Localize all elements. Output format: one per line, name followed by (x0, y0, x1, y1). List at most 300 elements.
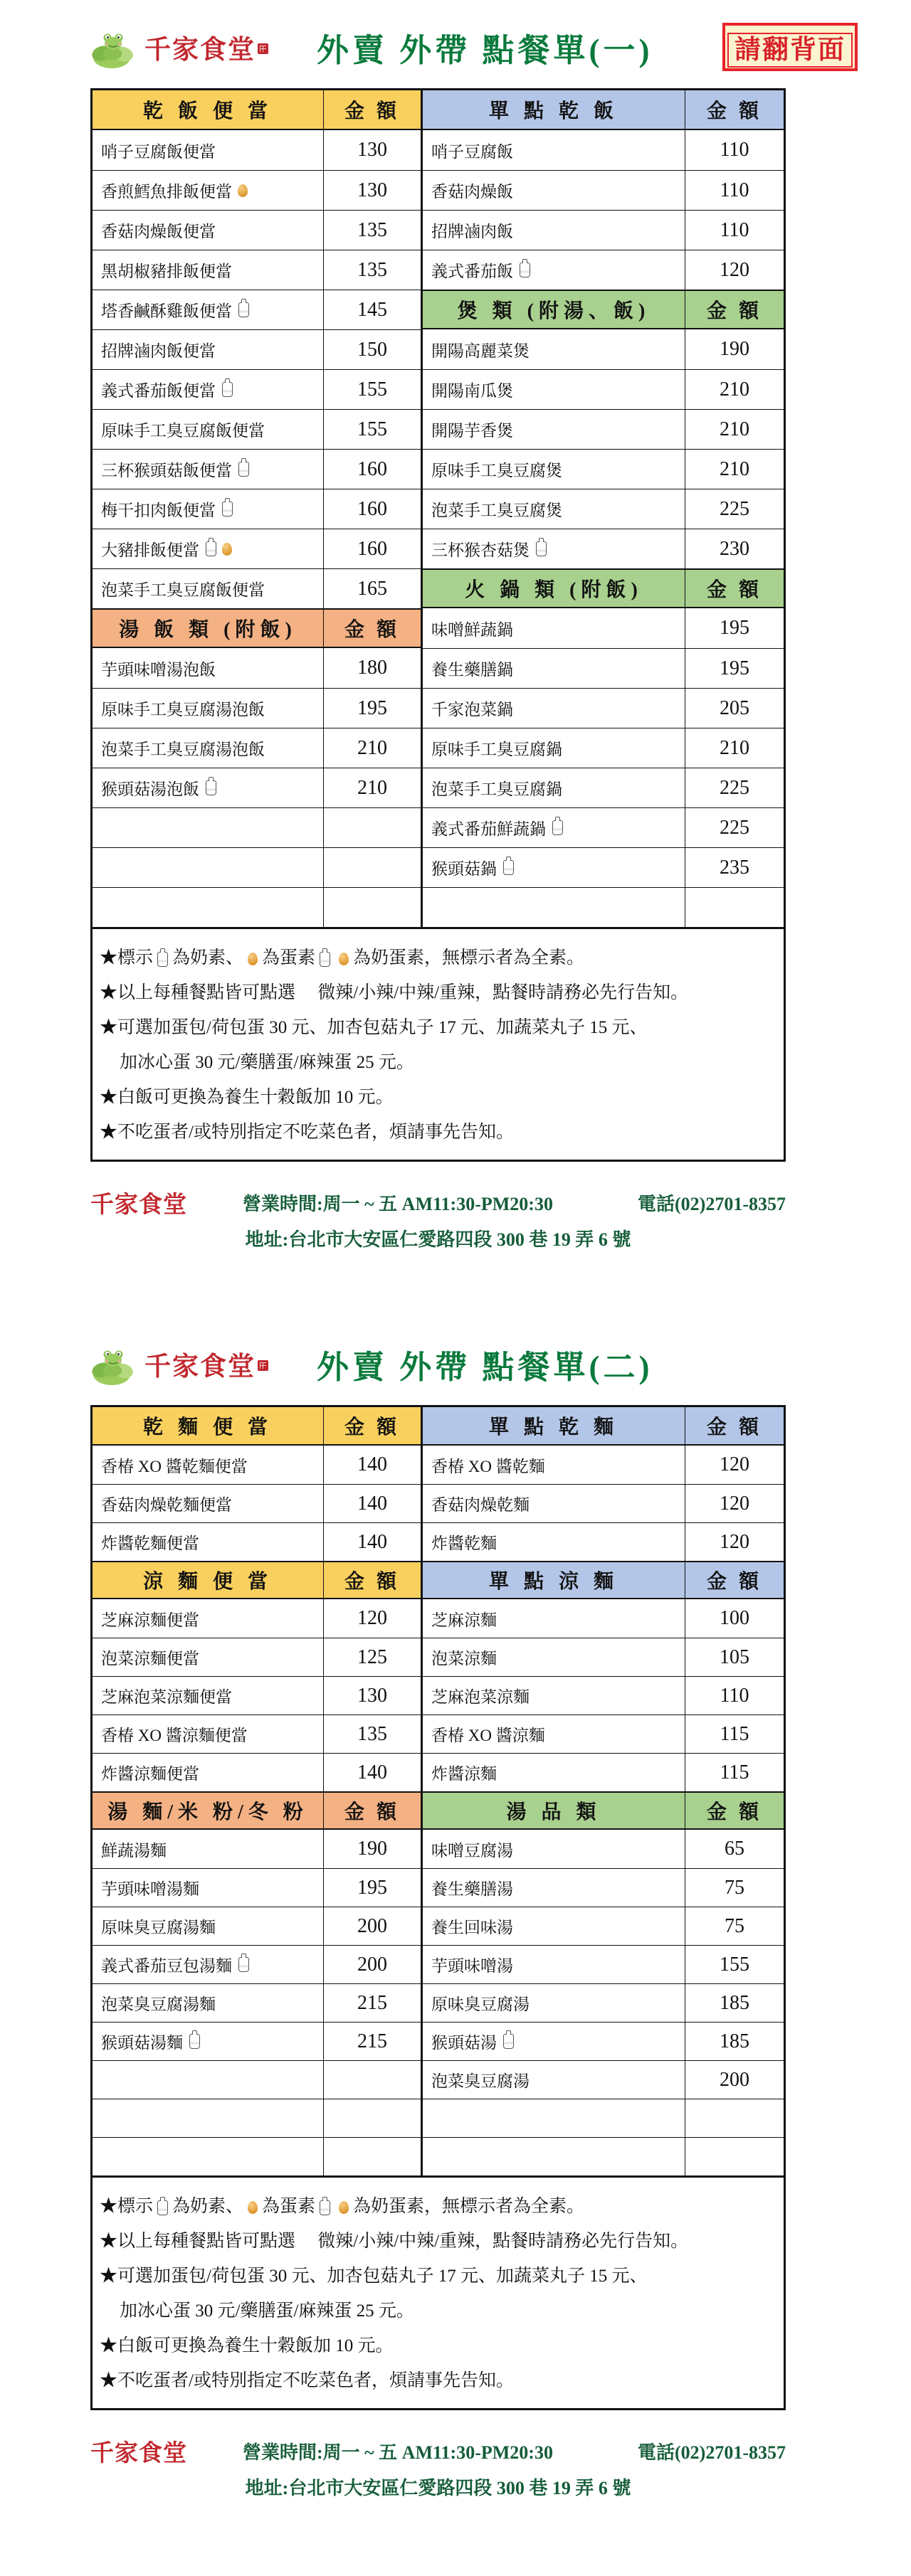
item-price (324, 2061, 421, 2099)
menu-item-row (423, 369, 784, 409)
item-price: 185 (720, 1991, 749, 2014)
price-column-header: 金 額 (344, 100, 400, 122)
footer-address: 地址:台北市大安區仁愛路四段 300 巷 19 弄 6 號 (245, 1229, 631, 1250)
menu-item-row (93, 768, 421, 807)
menu-item-row (93, 568, 421, 608)
item-price: 100 (720, 1607, 749, 1629)
item-name-text: 乾 飯 便 當 (142, 100, 273, 122)
brand-seal-icon (258, 43, 268, 54)
item-price: 195 (720, 657, 749, 679)
item-name (93, 171, 324, 210)
menu-item-row (423, 648, 784, 688)
item-name (93, 1754, 324, 1791)
item-name-text: 哨子豆腐飯 (431, 142, 513, 161)
footer-hours: 營業時間:周一 ~ 五 AM11:30-PM20:30 (243, 1194, 553, 1214)
item-price: 230 (720, 537, 749, 560)
section-title (423, 1407, 685, 1444)
item-name (423, 529, 685, 568)
item-name (423, 250, 685, 290)
item-name (93, 1638, 324, 1676)
item-name-text: 煲 類 (附湯、飯) (457, 300, 651, 322)
item-name-text: 涼 麵 便 當 (142, 1571, 273, 1593)
note-vegetarian-legend (100, 2189, 774, 2224)
item-name-text: 哨子豆腐飯便當 (101, 142, 216, 161)
item-price (685, 888, 784, 927)
menu-item-row (423, 210, 784, 250)
item-name-text: 湯 麵/米 粉/冬 粉 (107, 1801, 308, 1823)
milk-bottle-icon (503, 860, 514, 875)
item-name-text: 湯 飯 類 (附飯) (119, 619, 297, 641)
menu-item-row (93, 1714, 421, 1753)
milk-bottle-icon (320, 952, 330, 967)
item-name (93, 1907, 324, 1945)
menu-item-row (423, 1676, 784, 1714)
item-name-text: 味噌鮮蔬鍋 (431, 620, 513, 639)
item-name-text: 單 點 乾 飯 (488, 100, 618, 122)
item-price: 200 (357, 1914, 387, 1937)
note-spiciness: ★以上每種餐點皆可點選 微辣/小辣/中辣/重辣，點餐時請務必先行告知。 (100, 2232, 689, 2251)
section-title (93, 1793, 324, 1828)
milk-bottle-icon (222, 382, 233, 397)
item-price: 135 (357, 258, 387, 281)
menu-item-row (93, 250, 421, 290)
section-title (93, 1562, 324, 1598)
menu-item-row (93, 369, 421, 409)
item-price: 130 (357, 139, 387, 161)
item-price (685, 2138, 784, 2175)
empty-row (93, 2060, 421, 2099)
item-name-text: 開陽高麗菜煲 (431, 341, 530, 360)
item-name (423, 329, 685, 369)
item-name-text: 芋頭味噌湯麵 (101, 1880, 199, 1898)
note-no-egg: ★不吃蛋者/或特別指定不吃菜色者，煩請事先告知。 (100, 2371, 514, 2390)
item-name-text: 香椿 XO 醬乾麵 (431, 1457, 545, 1475)
item-price: 110 (720, 218, 749, 241)
item-name-text: 義式番茄飯便當 (101, 382, 216, 400)
item-price: 155 (720, 1953, 749, 1976)
item-name-text: 香菇肉燥飯便當 (101, 223, 216, 240)
item-price (324, 808, 421, 847)
item-name (423, 1907, 685, 1945)
item-name (423, 370, 685, 409)
empty-row (423, 2099, 784, 2137)
milk-bottle-icon (157, 2200, 168, 2215)
note-text: 為奶素、 (172, 2197, 244, 2216)
item-price: 75 (725, 1914, 744, 1937)
note-text: 為蛋素 (262, 948, 316, 968)
menu-item-row (423, 847, 784, 887)
item-price: 135 (357, 1722, 387, 1745)
note-text: 為奶蛋素，無標示者為全素。 (353, 2197, 585, 2216)
item-name-text: 猴頭菇湯泡飯 (101, 780, 199, 798)
milk-bottle-icon (520, 263, 530, 277)
item-price: 190 (357, 1838, 387, 1860)
menu-item-row (423, 170, 784, 210)
menu-item-row (93, 409, 421, 449)
item-price: 140 (357, 1530, 387, 1553)
item-name (423, 848, 685, 887)
milk-bottle-icon (552, 820, 563, 835)
item-name (423, 1715, 685, 1753)
note-rice-swap: ★白飯可更換為養生十穀飯加 10 元。 (100, 2336, 394, 2355)
item-name-text: 原味手工臭豆腐鍋 (431, 741, 562, 758)
item-name-text: 泡菜臭豆腐湯麵 (101, 1995, 216, 2013)
item-name-text: 義式番茄豆包湯麵 (101, 1957, 232, 1975)
menu1-table (90, 88, 786, 929)
item-price: 105 (720, 1645, 749, 1668)
item-name-text: 黑胡椒豬排飯便當 (101, 263, 232, 280)
note-text: 為奶素、 (172, 948, 244, 968)
item-name-text: 三杯猴杏菇煲 (431, 541, 530, 559)
item-price: 140 (357, 1492, 387, 1515)
menu1-notes-box (90, 929, 786, 1162)
note-text: ★標示 (100, 948, 154, 968)
item-name-text: 三杯猴頭菇飯便當 (101, 462, 232, 479)
note-text: 為奶蛋素，無標示者為全素。 (353, 948, 585, 968)
menu-item-row (93, 1830, 421, 1868)
menu1-header (90, 18, 858, 75)
item-price: 140 (357, 1761, 387, 1783)
item-price: 185 (720, 2030, 749, 2052)
item-price: 215 (357, 2030, 387, 2052)
item-name-text: 泡菜手工臭豆腐湯泡飯 (101, 741, 265, 758)
item-name (93, 728, 324, 768)
item-price: 160 (357, 537, 387, 560)
menu-item-row (423, 250, 784, 290)
item-name (423, 768, 685, 807)
menu-item-row (93, 489, 421, 529)
item-name-text: 泡菜涼麵 (431, 1650, 497, 1668)
price-column-header: 金 額 (706, 1801, 762, 1823)
milk-bottle-icon (238, 302, 249, 317)
price-column-header: 金 額 (706, 579, 762, 601)
milk-bottle-icon (222, 502, 233, 516)
price-column-header: 金 額 (706, 300, 762, 322)
item-name (93, 888, 324, 927)
item-name-text: 炸醬涼麵便當 (101, 1765, 199, 1783)
item-name-text: 義式番茄飯 (431, 263, 513, 280)
item-name (423, 1984, 685, 2022)
item-name-text: 火 鍋 類 (附飯) (465, 579, 643, 601)
item-price: 120 (720, 1453, 749, 1475)
item-name (423, 2138, 685, 2175)
section-header-row (423, 1561, 784, 1599)
menu-page-1 (90, 18, 911, 1251)
item-name (93, 2138, 324, 2175)
item-name-text: 開陽南瓜煲 (431, 382, 513, 400)
menu-item-row (423, 728, 784, 768)
menu-item-row (93, 1599, 421, 1638)
menu2-table (90, 1405, 786, 2178)
item-name (423, 1446, 685, 1484)
item-price: 225 (720, 776, 749, 799)
item-name-text: 泡菜手工臭豆腐煲 (431, 502, 562, 519)
menu-item-row (93, 1868, 421, 1907)
flip-over-note-box (722, 23, 858, 71)
menu-item-row (93, 728, 421, 768)
item-name-text: 炸醬乾麵便當 (101, 1535, 199, 1552)
menu-item-row (93, 1484, 421, 1522)
footer-line1 (90, 2434, 786, 2468)
item-name (93, 211, 324, 250)
item-name-text: 養生藥膳湯 (431, 1880, 513, 1898)
item-name (423, 450, 685, 489)
item-name-text: 湯 品 類 (506, 1801, 601, 1823)
item-price: 115 (720, 1761, 749, 1783)
egg-icon (222, 543, 232, 556)
note-text: 為蛋素 (262, 2197, 316, 2216)
price-column-header: 金 額 (706, 1571, 762, 1593)
item-name (93, 370, 324, 409)
item-name-text: 香菇肉燥飯 (431, 183, 513, 201)
menu1-footer (90, 1186, 786, 1251)
item-name (93, 1869, 324, 1907)
item-name-text: 猴頭菇鍋 (431, 860, 497, 878)
menu-item-row (423, 768, 784, 807)
item-name-text: 香菇肉燥乾麵 (431, 1496, 530, 1514)
item-name (423, 1523, 685, 1561)
egg-icon (339, 953, 349, 965)
item-name (423, 1946, 685, 1983)
item-price: 110 (720, 179, 749, 201)
item-name (93, 1830, 324, 1868)
menu-item-row (423, 1907, 784, 1945)
item-name (423, 1869, 685, 1907)
item-price: 125 (357, 1645, 387, 1668)
item-name (93, 130, 324, 170)
price-column-header: 金 額 (344, 1416, 400, 1438)
item-name-text: 乾 麵 便 當 (142, 1416, 273, 1438)
menu-item-row (423, 1484, 784, 1522)
item-name-text: 泡菜手工臭豆腐鍋 (431, 780, 562, 798)
item-name (93, 1677, 324, 1714)
empty-row (423, 887, 784, 927)
menu2-left-column (93, 1407, 423, 2175)
item-name-text: 味噌豆腐湯 (431, 1841, 513, 1860)
item-name-text: 香煎鱈魚排飯便當 (101, 183, 232, 201)
item-price: 120 (720, 1530, 749, 1553)
item-name-text: 原味臭豆腐湯麵 (101, 1919, 216, 1936)
item-name (423, 808, 685, 847)
note-spiciness: ★以上每種餐點皆可點選 微辣/小辣/中辣/重辣，點餐時請務必先行告知。 (100, 983, 689, 1002)
section-header-row (93, 1791, 421, 1830)
item-name-text: 原味臭豆腐湯 (431, 1995, 530, 2013)
item-price: 110 (720, 139, 749, 161)
item-name (93, 1485, 324, 1522)
menu2-header (90, 1335, 858, 1392)
section-title (93, 610, 324, 647)
menu-item-row (93, 210, 421, 250)
item-price (324, 2099, 421, 2137)
item-name (93, 2099, 324, 2137)
footer-phone: 電話(02)2701-8357 (638, 2442, 786, 2463)
price-column-header: 金 額 (344, 619, 400, 641)
item-name-text: 芋頭味噌湯泡飯 (101, 660, 216, 679)
item-price: 120 (720, 1492, 749, 1515)
price-column-header: 金 額 (706, 100, 762, 122)
item-price: 210 (720, 418, 749, 440)
item-name-text: 泡菜手工臭豆腐飯便當 (101, 581, 265, 599)
item-price: 215 (357, 1991, 387, 2014)
section-title (423, 291, 685, 328)
item-name (423, 689, 685, 728)
item-price: 210 (720, 457, 749, 480)
item-name-text: 原味手工臭豆腐湯泡飯 (101, 701, 265, 719)
menu-item-row (93, 2022, 421, 2060)
footer-brand: 千家食堂 (90, 2441, 187, 2466)
empty-row (93, 2099, 421, 2137)
section-title (423, 1793, 685, 1828)
menu-item-row (93, 1945, 421, 1983)
item-name (423, 888, 685, 927)
item-name (93, 1446, 324, 1484)
item-name (93, 1984, 324, 2022)
item-name-text: 泡菜臭豆腐湯 (431, 2072, 530, 2090)
menu-item-row (93, 1907, 421, 1945)
item-name (423, 489, 685, 529)
item-name (93, 2023, 324, 2060)
item-name-text: 芋頭味噌湯 (431, 1957, 513, 1975)
note-addons: ★可選加蛋包/荷包蛋 30 元、加杏包菇丸子 17 元、加蔬菜丸子 15 元、 (100, 2267, 648, 2286)
menu-item-row (93, 1983, 421, 2022)
item-price: 210 (720, 378, 749, 401)
section-header-row (423, 568, 784, 608)
item-price (685, 2099, 784, 2137)
menu-item-row (93, 1676, 421, 1714)
item-name (93, 1946, 324, 1983)
empty-row (93, 887, 421, 927)
item-name-text: 開陽芋香煲 (431, 422, 513, 440)
menu2-notes-box (90, 2178, 786, 2410)
item-name (93, 1523, 324, 1561)
item-name (423, 1754, 685, 1791)
item-name-text: 梅干扣肉飯便當 (101, 502, 216, 519)
item-name (423, 2061, 685, 2099)
item-price: 140 (357, 1453, 387, 1475)
section-title (93, 90, 324, 129)
menu-item-row (423, 608, 784, 648)
menu-item-row (93, 1446, 421, 1484)
empty-row (93, 847, 421, 887)
milk-bottle-icon (157, 952, 168, 967)
section-header-row (423, 290, 784, 329)
frog-lettuce-logo-icon (90, 21, 137, 74)
note-vegetarian-legend (100, 940, 774, 975)
item-name (93, 569, 324, 608)
item-name (93, 250, 324, 290)
milk-bottle-icon (238, 1957, 249, 1972)
item-name (93, 489, 324, 529)
note-addons: ★可選加蛋包/荷包蛋 30 元、加杏包菇丸子 17 元、加蔬菜丸子 15 元、 (100, 1018, 648, 1037)
item-name-text: 香椿 XO 醬涼麵 (431, 1727, 545, 1744)
item-name (93, 848, 324, 887)
item-name (423, 1638, 685, 1676)
footer-address: 地址:台北市大安區仁愛路四段 300 巷 19 弄 6 號 (245, 2478, 631, 2498)
item-price: 75 (725, 1876, 744, 1899)
item-name-text: 芝麻涼麵便當 (101, 1611, 199, 1629)
menu-item-row (93, 130, 421, 170)
egg-icon (248, 2201, 258, 2214)
item-name (423, 728, 685, 768)
item-price: 190 (720, 338, 749, 360)
item-name-text: 原味手工臭豆腐飯便當 (101, 422, 265, 440)
menu-item-row (423, 409, 784, 449)
item-price: 225 (720, 497, 749, 520)
item-name-text: 招牌滷肉飯 (431, 223, 513, 240)
section-title (423, 1562, 685, 1598)
item-name-text: 養生回味湯 (431, 1919, 513, 1936)
item-price (324, 848, 421, 887)
item-name-text: 香菇肉燥乾麵便當 (101, 1496, 232, 1514)
item-name (423, 1830, 685, 1868)
menu-item-row (93, 1522, 421, 1561)
item-name-text: 原味手工臭豆腐煲 (431, 462, 562, 479)
item-name (93, 290, 324, 329)
milk-bottle-icon (189, 2034, 200, 2049)
menu1-title: 外賣 外帶 點餐單(一) (317, 32, 653, 68)
section-header-row (93, 1561, 421, 1599)
item-name-text: 招牌滷肉飯便當 (101, 342, 216, 360)
item-price: 130 (357, 1684, 387, 1707)
item-price: 225 (720, 816, 749, 839)
item-name-text: 單 點 乾 麵 (488, 1416, 618, 1438)
item-name (93, 1715, 324, 1753)
menu-item-row (423, 2060, 784, 2099)
milk-bottle-icon (238, 462, 249, 477)
milk-bottle-icon (536, 541, 547, 556)
menu-item-row (423, 329, 784, 369)
item-name (93, 1599, 324, 1638)
menu-item-row (423, 1522, 784, 1561)
menu-item-row (423, 1446, 784, 1484)
item-price: 210 (720, 736, 749, 759)
item-name (93, 768, 324, 807)
egg-icon (238, 184, 248, 197)
menu-item-row (423, 688, 784, 728)
item-name-text: 單 點 涼 麵 (488, 1571, 618, 1593)
menu-item-row (423, 1983, 784, 2022)
item-name-text: 大豬排飯便當 (101, 541, 199, 559)
item-name (423, 608, 685, 648)
menu-item-row (93, 648, 421, 688)
item-name (93, 689, 324, 728)
menu-item-row (423, 529, 784, 568)
item-name (423, 171, 685, 210)
frog-lettuce-logo-icon (90, 1337, 137, 1391)
item-price: 155 (357, 418, 387, 440)
note-addons-cont: 加冰心蛋 30 元/藥膳蛋/麻辣蛋 25 元。 (120, 1053, 414, 1072)
item-price: 200 (357, 1953, 387, 1976)
item-price: 235 (720, 856, 749, 879)
menu-item-row (93, 688, 421, 728)
item-name (423, 1599, 685, 1638)
item-price: 205 (720, 696, 749, 719)
item-name (93, 808, 324, 847)
item-price (324, 2138, 421, 2175)
item-price: 195 (720, 617, 749, 639)
menu-page-2 (90, 1335, 911, 2500)
price-column-header: 金 額 (344, 1801, 400, 1823)
section-header-row (93, 1407, 421, 1446)
item-name (423, 2099, 685, 2137)
item-price: 200 (720, 2068, 749, 2091)
item-name-text: 芝麻涼麵 (431, 1611, 497, 1629)
item-name-text: 養生藥膳鍋 (431, 661, 513, 679)
section-header-row (93, 90, 421, 130)
item-price: 120 (357, 1607, 387, 1629)
note-no-egg: ★不吃蛋者/或特別指定不吃菜色者，煩請事先告知。 (100, 1123, 514, 1142)
menu-item-row (93, 529, 421, 568)
